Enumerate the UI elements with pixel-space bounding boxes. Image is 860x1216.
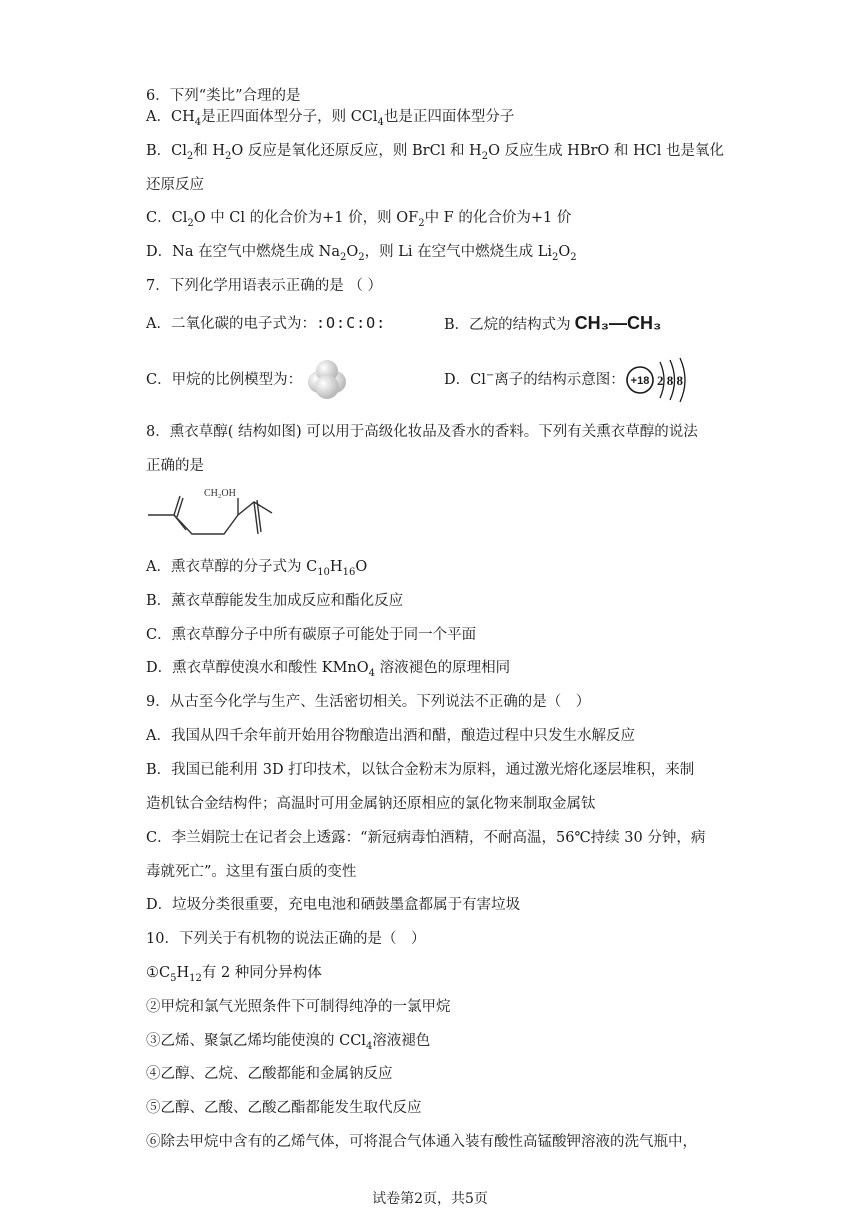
q7-option-b: B．乙烷的结构式为 CH₃—CH₃ [444, 313, 662, 333]
q10-stem: 10．下列关于有机物的说法正确的是（ ） [146, 931, 426, 947]
nucleus-charge: +18 [630, 375, 650, 387]
lavandulol-structure [146, 484, 276, 544]
ch2oh-label: CH₂OH [204, 488, 236, 499]
page-footer: 试卷第2页，共5页 [372, 1191, 488, 1207]
q8-option-b: B．薰衣草醇能发生加成反应和酯化反应 [146, 593, 404, 609]
q10-item-6: ⑥除去甲烷中含有的乙烯气体，可将混合气体通入装有酸性高锰酸钾溶液的洗气瓶中， [146, 1134, 697, 1150]
ethane-structural-formula: CH₃—CH₃ [574, 313, 662, 333]
q7-option-d: D．Cl−离子的结构示意图： [444, 370, 625, 388]
q6-stem: 6．下列“类比”合理的是 [146, 88, 301, 104]
q7-option-a: A．二氧化碳的电子式为：:O:C:O: [146, 314, 387, 332]
q9-option-b-cont: 造机钛合金结构件；高温时可用金属钠还原相应的氯化物来制取金属钛 [146, 796, 596, 812]
q8-option-a: A．熏衣草醇的分子式为 $C_{10}H_{16}O$ [146, 559, 368, 578]
q10-item-2: ②甲烷和氯气光照条件下可制得纯净的一氯甲烷 [146, 999, 451, 1015]
methane-space-filling-model [302, 358, 352, 402]
q7-stem: 7．下列化学用语表示正确的是 （ ） [146, 278, 382, 294]
q9-stem: 9．从古至今化学与生产、生活密切相关。下列说法不正确的是（ ） [146, 694, 591, 710]
q6-option-b: B．$Cl_2$和 $H_2O$ 反应是氧化还原反应，则 BrCl 和 $H_2O$ 反应生成 HBrO 和 HCl 也是氧化 [146, 143, 725, 162]
q10-item-3: ③乙烯、聚氯乙烯均能使溴的 CCl$_4$溶液褪色 [146, 1033, 431, 1052]
q9-option-a: A．我国从四千余年前开始用谷物酿造出酒和醋，酿造过程中只发生水解反应 [146, 728, 635, 744]
q9-option-c: C．李兰娟院士在记者会上透露：“新冠病毒怕酒精，不耐高温，56℃持续 30 分钟，病 [146, 830, 706, 846]
co2-electron-formula: :O:C:O: [315, 314, 387, 332]
electron-shells: 2 8 8 [657, 373, 683, 388]
q6-option-c: C．$Cl_2O$ 中 Cl 的化合价为+1 价，则 $OF_2$中 F 的化合价为+1 价 [146, 210, 572, 229]
q6-option-a: A．$CH_4$是正四面体型分子，则 CCl$_4$也是正四面体型分子 [146, 109, 515, 128]
q8-stem: 8．熏衣草醇( 结构如图) 可以用于高级化妆品及香水的香料。下列有关熏衣草醇的说法 [146, 424, 698, 440]
q7-option-c: C．甲烷的比例模型为： [146, 372, 303, 388]
q6-option-b-cont: 还原反应 [146, 177, 204, 193]
q9-option-d: D．垃圾分类很重要，充电电池和硒鼓墨盒都属于有害垃圾 [146, 897, 521, 913]
q10-item-1: $①C_5H_{12}$有 2 种同分异构体 [146, 965, 322, 984]
q10-item-5: ⑤乙醇、乙酸、乙酸乙酯都能发生取代反应 [146, 1100, 422, 1116]
q9-option-c-cont: 毒就死亡”。这里有蛋白质的变性 [146, 864, 357, 880]
q10-item-4: ④乙醇、乙烷、乙酸都能和金属钠反应 [146, 1066, 393, 1082]
q6-option-d: D．Na 在空气中燃烧生成 $Na_2O_2$，则 Li 在空气中燃烧生成 $Li_2O_2$ [146, 244, 577, 263]
q8-option-d: D．熏衣草醇使溴水和酸性 KMnO$_4$ 溶液褪色的原理相同 [146, 660, 511, 679]
q8-option-c: C．熏衣草醇分子中所有碳原子可能处于同一个平面 [146, 627, 477, 643]
q8-stem-cont: 正确的是 [146, 458, 204, 474]
chloride-ion-structure-diagram [624, 356, 694, 404]
q9-option-b: B．我国已能利用 3D 打印技术，以钛合金粉末为原料，通过激光熔化逐层堆积，来制 [146, 762, 695, 778]
